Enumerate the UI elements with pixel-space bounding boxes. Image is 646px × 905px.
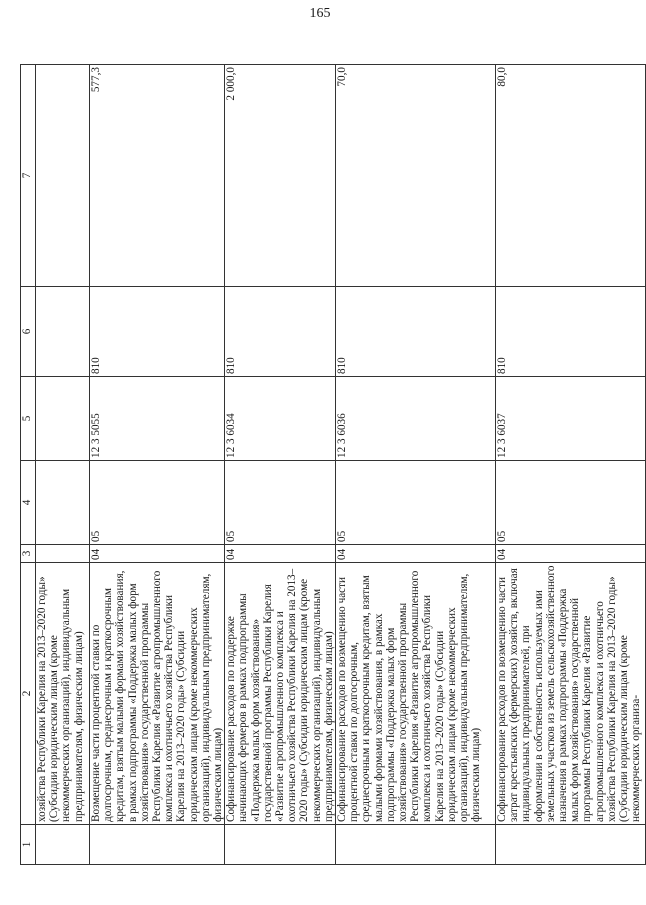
row-section: 04: [225, 545, 336, 563]
column-header-7: 7: [21, 65, 36, 287]
rotated-table-area: [20, 65, 643, 865]
row-expense-type: 810: [90, 287, 225, 377]
row-expense-type: 810: [496, 287, 646, 377]
row-expense-type: [36, 287, 90, 377]
row-subsection: 05: [90, 461, 225, 545]
table-header-row: [21, 65, 36, 865]
row-subsection: 05: [225, 461, 336, 545]
row-blank-cell: [225, 825, 336, 865]
row-description: Возмещение части процентной ставки по долгосрочным, среднесрочным и краткосрочным кредитам, взятым малыми формами хозяйствования, в рамках подпрограммы «Поддержка малых форм хозяйствования» государственной программы Республики Карелия «Развитие агропромышленного комплекса и охотничьего хозяйства Республики Карелия на 2013–2020 годы» (Субсидии юридическим лицам (кроме некоммерческих организаций), индивидуальным предпринимателям, физическим лицам): [90, 563, 225, 825]
column-header-5: 5: [21, 377, 36, 461]
row-target-code: 12 3 5055: [90, 377, 225, 461]
row-blank-cell: [336, 825, 496, 865]
column-header-4: 4: [21, 461, 36, 545]
budget-table: [20, 64, 646, 865]
row-target-code: 12 3 6034: [225, 377, 336, 461]
row-target-code: 12 3 6036: [336, 377, 496, 461]
row-amount: 577,3: [90, 65, 225, 287]
table-row: [90, 65, 225, 865]
row-blank-cell: [36, 825, 90, 865]
column-header-1: 1: [21, 825, 36, 865]
column-header-6: 6: [21, 287, 36, 377]
row-section: 04: [496, 545, 646, 563]
table-row: [336, 65, 496, 865]
row-target-code: [36, 377, 90, 461]
row-section: [36, 545, 90, 563]
row-description: Софинансирование расходов по возмещению части процентной ставки по долгосрочным, среднесрочным и краткосрочным кредитам, взятым малыми формами хозяйствования, в рамках подпрограммы «Поддержка малых форм хозяйствования» государственной программы Республики Карелия «Развитие агропромышленного комплекса и охотничьего хозяйства Республики Карелия на 2013–2020 годы» (Субсидии юридическим лицам (кроме некоммерческих организаций), индивидуальным предпринимателям, физическим лицам): [336, 563, 496, 825]
row-description: Софинансирование расходов по возмещению части затрат крестьянских (фермерских) хозяйств, включая индивидуальных предпринимателей, при оформлении в собственность используемых ими земельных участков из земель сельскохозяйственного назначения в рамках подпрограммы «Поддержка малых форм хозяйствования» государственной программы Республики Карелия «Развитие агропромышленного комплекса и охотничьего хозяйства Республики Карелия на 2013–2020 годы» (Субсидии юридическим лицам (кроме некоммерческих организа-: [496, 563, 646, 825]
table-row: [496, 65, 646, 865]
row-subsection: 05: [336, 461, 496, 545]
column-header-2: 2: [21, 563, 36, 825]
row-blank-cell: [496, 825, 646, 865]
row-amount: [36, 65, 90, 287]
page-number: 165: [309, 6, 331, 21]
row-description: хозяйства Республики Карелия на 2013–2020 годы» (Субсидии юридическим лицам (кроме некоммерческих организаций), индивидуальным предпринимателям, физическим лицам): [36, 563, 90, 825]
row-section: 04: [336, 545, 496, 563]
row-subsection: [36, 461, 90, 545]
row-blank-cell: [90, 825, 225, 865]
table-row: [225, 65, 336, 865]
row-expense-type: 810: [225, 287, 336, 377]
row-description: Софинансирование расходов по поддержке начинающих фермеров в рамках подпрограммы «Поддержка малых форм хозяйствования» государственной программы Республики Карелия «Развитие агропромышленного комплекса и охотничьего хозяйства Республики Карелия на 2013–2020 годы» (Субсидии юридическим лицам (кроме некоммерческих организаций), индивидуальным предпринимателям, физическим лицам): [225, 563, 336, 825]
row-amount: 2 000,0: [225, 65, 336, 287]
table-row: [36, 65, 90, 865]
row-subsection: 05: [496, 461, 646, 545]
row-expense-type: 810: [336, 287, 496, 377]
column-header-3: 3: [21, 545, 36, 563]
row-amount: 70,0: [336, 65, 496, 287]
row-amount: 80,0: [496, 65, 646, 287]
row-target-code: 12 3 6037: [496, 377, 646, 461]
row-section: 04: [90, 545, 225, 563]
